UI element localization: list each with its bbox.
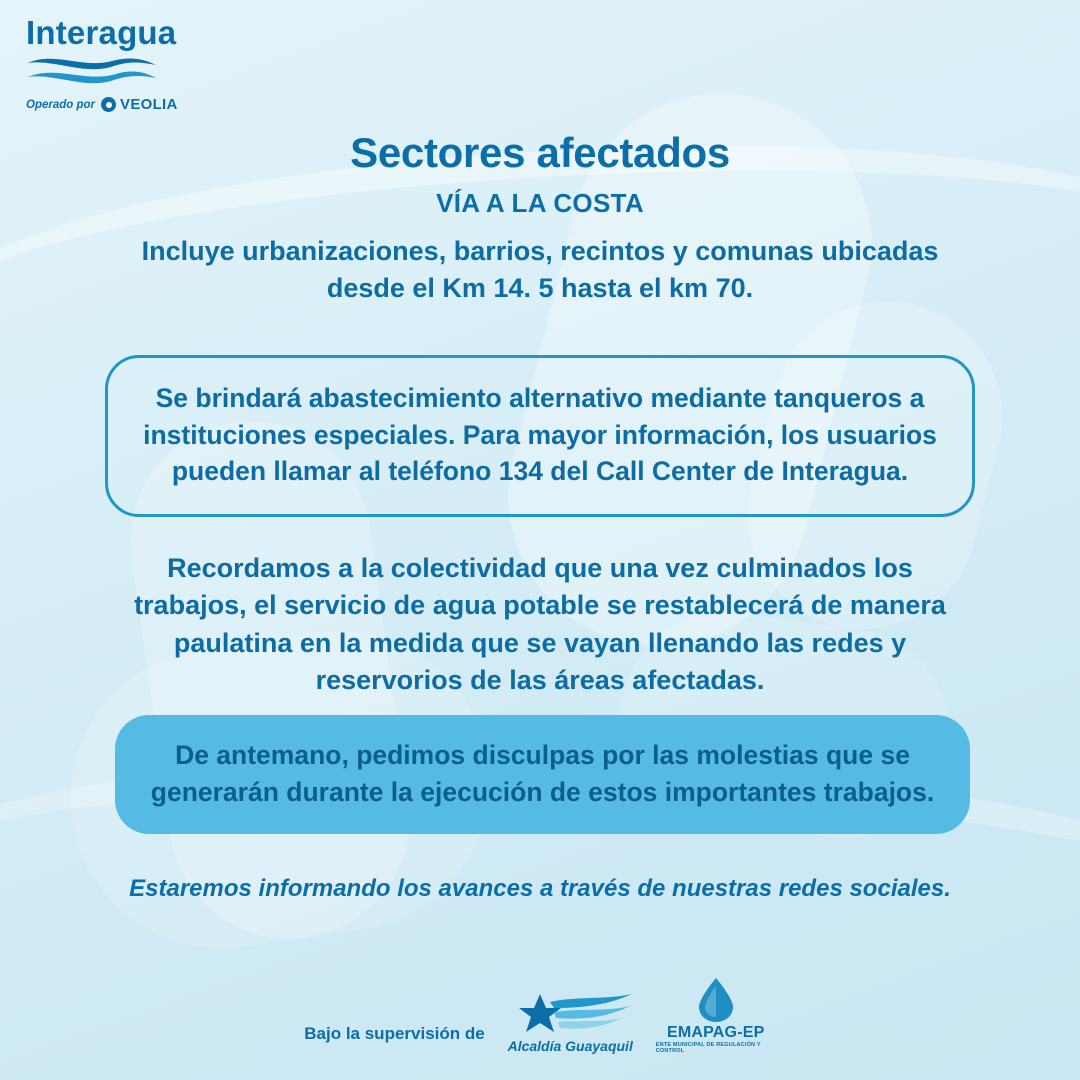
emapag-ep-logo [656,977,776,1054]
alcaldia-guayaquil-logo [503,992,638,1054]
logo-wordmark: Interagua [26,14,177,51]
callout-filled-text: De antemano, pedimos disculpas por las molestias que se generarán durante la ejecución de estos importantes trabajos. [150,740,935,807]
interagua-logo [26,16,306,113]
emapag-subtitle: ENTE MUNICIPAL DE REGULACIÓN Y CONTROL [655,1042,761,1054]
veolia-wordmark: VEOLIA [120,96,178,113]
star-swoosh-icon [506,992,634,1036]
veolia-dot-icon [101,97,116,112]
body-paragraph [110,550,970,699]
emapag-name: EMAPAG-EP [666,1024,765,1041]
veolia-logo [101,96,178,113]
page-title: Sectores afectados [350,129,730,176]
header-block [0,130,1080,306]
closing-line: Estaremos informando los avances a través de nuestras redes sociales. [129,875,951,902]
footer [0,977,1080,1054]
page-subtitle: VÍA A LA COSTA [436,188,644,219]
logo-operator-line [26,96,306,113]
callout-outlined [105,355,975,517]
water-drop-icon [696,977,736,1023]
wave-icon [26,53,158,87]
supervision-label: Bajo la supervisión de [304,1024,485,1043]
callout-outlined-text: Se brindará abastecimiento alternativo mediante tanqueros a instituciones especiales. Para mayor información, los usuarios pueden llamar al teléfono 134 del Call Center de Interagua. [143,383,937,487]
operated-by-label: Operado por [26,98,96,111]
alcaldia-name: Alcaldía Guayaquil [507,1038,633,1054]
header-lead-text: Incluye urbanizaciones, barrios, recintos y comunas ubicadas desde el Km 14. 5 hasta el km 70. [141,236,939,303]
body-paragraph-text: Recordamos a la colectividad que una vez culminados los trabajos, el servicio de agua potable se restablecerá de manera paulatina en la medida que se vayan llenando las redes y reservorios de las áreas afectadas. [134,553,946,695]
callout-filled [115,715,970,834]
